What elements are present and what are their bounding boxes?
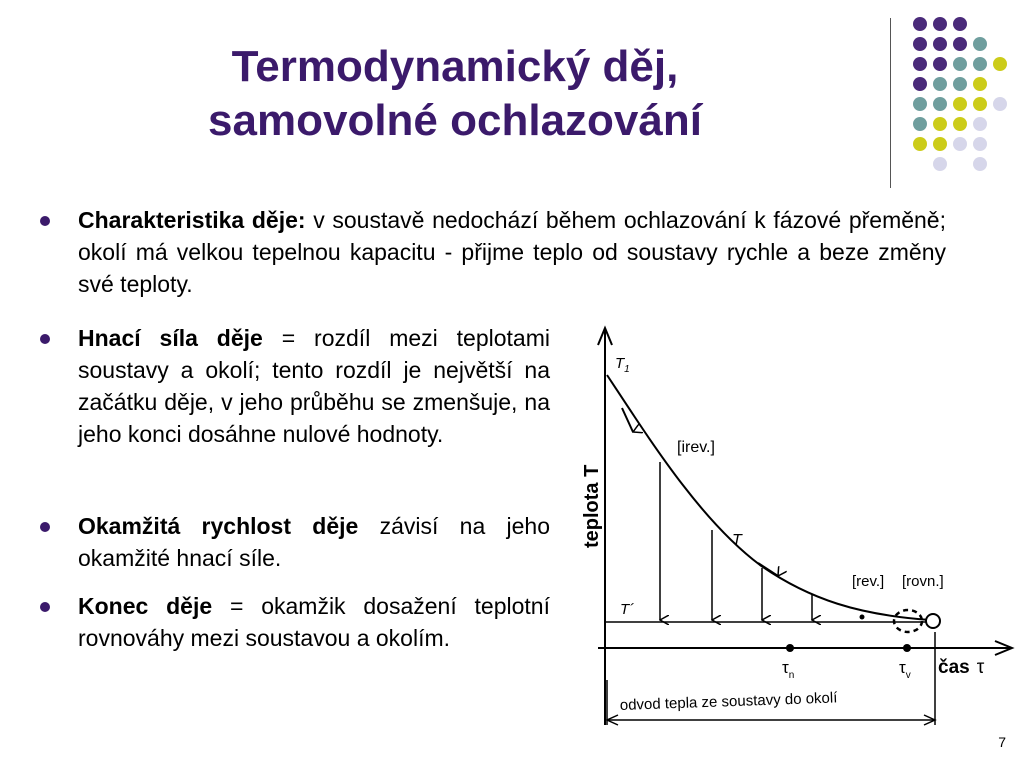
x-axis-label-symbol: τ bbox=[976, 657, 985, 678]
bullet-heading: Charakteristika děje: bbox=[78, 207, 306, 233]
tau-v-point bbox=[903, 644, 911, 652]
page-number: 7 bbox=[998, 734, 1006, 750]
tau-n-label bbox=[782, 658, 794, 681]
dot bbox=[973, 57, 987, 71]
reversible-region-ellipse bbox=[894, 610, 922, 632]
bullet-marker bbox=[40, 216, 50, 226]
t1-label bbox=[615, 355, 630, 375]
bullet-end-of-process bbox=[78, 590, 550, 654]
dot bbox=[933, 77, 947, 91]
curve-t-label: T bbox=[732, 532, 742, 549]
bullet-text: = rozdíl mezi teplotami soustavy a okolí; tento rozdíl je největší na začátku děje, v jeho průběhu se zmenšuje, na jeho konci dosáhne nulové hodnoty. bbox=[78, 325, 550, 447]
dot bbox=[973, 77, 987, 91]
dot bbox=[953, 77, 967, 91]
t1-subscript: 1 bbox=[624, 364, 630, 375]
tau-n-point bbox=[786, 644, 794, 652]
dot bbox=[913, 17, 927, 31]
dot bbox=[953, 37, 967, 51]
dot bbox=[973, 97, 987, 111]
dot bbox=[933, 17, 947, 31]
dot bbox=[913, 137, 927, 151]
dot bbox=[913, 77, 927, 91]
x-axis-label bbox=[938, 657, 985, 678]
bullet-marker bbox=[40, 522, 50, 532]
bullet-heading: Hnací síla děje bbox=[78, 325, 263, 351]
dot bbox=[973, 157, 987, 171]
x-axis-label-word: čas bbox=[938, 657, 970, 678]
bullet-text: závisí na jeho okamžité hnací síle. bbox=[78, 513, 550, 571]
dot bbox=[973, 137, 987, 151]
dot bbox=[993, 97, 1007, 111]
y-axis-label: teplota T bbox=[581, 464, 603, 548]
bullet-instant-rate bbox=[78, 510, 550, 574]
tau-v-subscript: v bbox=[905, 670, 911, 681]
dot bbox=[933, 117, 947, 131]
equilibrium-circle bbox=[926, 614, 940, 628]
rev-label: [rev.] bbox=[852, 573, 885, 590]
dot bbox=[953, 117, 967, 131]
dot bbox=[953, 57, 967, 71]
t1-symbol: T bbox=[615, 355, 625, 372]
curve-direction-arrow bbox=[758, 563, 778, 576]
tau-v-symbol: τ bbox=[899, 658, 906, 677]
bullet-text: = okamžik dosažení teplotní rovnováhy mezi soustavou a okolím. bbox=[78, 593, 550, 651]
dot bbox=[913, 97, 927, 111]
dot bbox=[933, 97, 947, 111]
title-line-2: samovolné ochlazování bbox=[208, 96, 702, 145]
dot bbox=[913, 37, 927, 51]
dot bbox=[933, 157, 947, 171]
bullet-driving-force bbox=[78, 322, 550, 450]
bullet-characteristics bbox=[78, 204, 946, 300]
dot bbox=[913, 117, 927, 131]
dot bbox=[973, 37, 987, 51]
dot bbox=[993, 57, 1007, 71]
dot bbox=[953, 17, 967, 31]
tau-n-symbol: τ bbox=[782, 658, 789, 677]
dot bbox=[953, 137, 967, 151]
bullet-marker bbox=[40, 334, 50, 344]
dot bbox=[973, 117, 987, 131]
bullet-heading: Konec děje bbox=[78, 593, 213, 619]
slide-title bbox=[60, 40, 850, 148]
cooling-curve-figure bbox=[570, 320, 1020, 740]
tau-n-subscript: n bbox=[788, 670, 795, 681]
dot bbox=[933, 137, 947, 151]
bullet-heading: Okamžitá rychlost děje bbox=[78, 513, 359, 539]
tau-v-label bbox=[899, 658, 911, 681]
t-prime-label: T´ bbox=[620, 601, 635, 618]
decorative-dot-grid bbox=[903, 12, 1013, 172]
dot bbox=[913, 57, 927, 71]
bullet-text: v soustavě nedochází během ochlazování k fázové přeměně; okolí má velkou tepelnou kapacitu - přijme teplo od soustavy rychle a beze změny své teploty. bbox=[78, 207, 946, 297]
divider-line bbox=[890, 18, 891, 188]
title-line-1: Termodynamický děj, bbox=[231, 42, 679, 91]
bottom-bracket-label: odvod tepla ze soustavy do okolí bbox=[619, 689, 838, 714]
curve-point bbox=[860, 615, 865, 620]
rovn-label: [rovn.] bbox=[902, 573, 944, 590]
dot bbox=[933, 37, 947, 51]
dot bbox=[933, 57, 947, 71]
bullet-marker bbox=[40, 602, 50, 612]
dot bbox=[953, 97, 967, 111]
irev-label: [irev.] bbox=[677, 439, 715, 456]
